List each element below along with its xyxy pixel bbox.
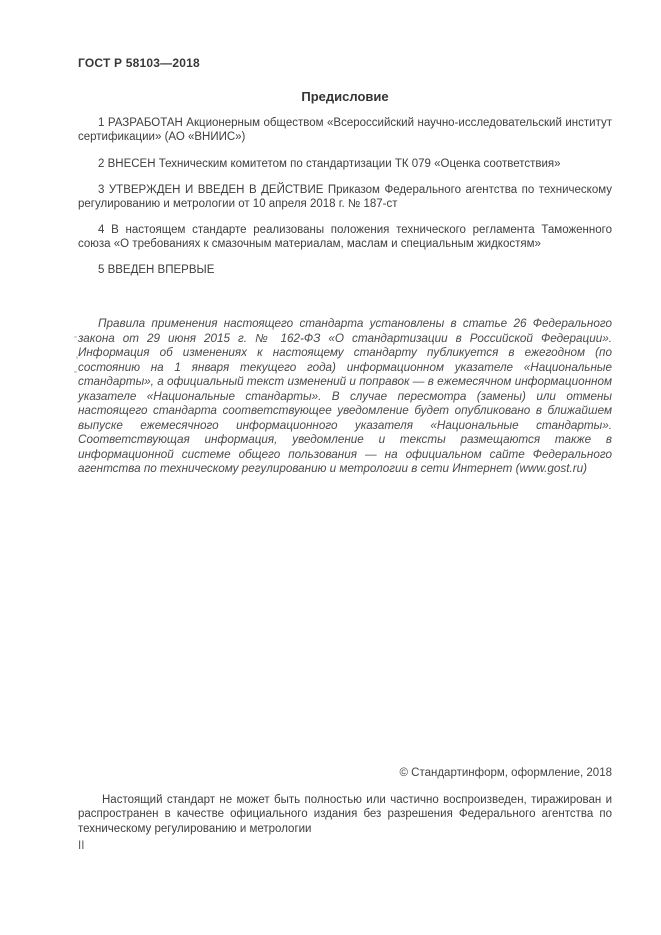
scan-artifact — [74, 371, 77, 373]
reproduction-restriction-notice: Настоящий стандарт не может быть полностью или частично воспроизведен, тиражирован и распространен в качестве официального издания без разрешения Федерального агентства по техническому регулированию и метрологии — [78, 794, 612, 835]
foreword-item-2: 2 ВНЕСЕН Техническим комитетом по стандартизации ТК 079 «Оценка соответствия» — [98, 158, 561, 170]
page-number: II — [78, 840, 85, 852]
copyright-line: © Стандартинформ, оформление, 2018 — [399, 767, 612, 779]
scan-artifact — [74, 336, 77, 338]
legal-application-note: Правила применения настоящего стандарта установлены в статье 26 Федерального закона от 29 июня 2015 г. № 162-ФЗ «О стандартизации в Российской Федерации». Информация об изменениях к настоящему стандарту публикуется в ежегодном (по состоянию на 1 января текущего года) информационном указателе «Национальные стандарты», а официальный текст изменений и поправок — в ежемесячном информационном указателе «Национальные стандарты». В случае пересмотра (замены) или отмены настоящего стандарта соответствующее уведомление будет опубликовано в ближайшем выпуске ежемесячного информационного указателя «Национальные стандарты». Соответствующая информация, уведомление и тексты размещаются также в информационной системе общего пользования — на официальном сайте Федерального агентства по техническому регулированию и метрологии в сети Интернет (www.gost.ru) — [78, 317, 612, 475]
foreword-item-1: 1 РАЗРАБОТАН Акционерным обществом «Всероссийский научно-исследовательский институт сертификации» (АО «ВНИИС») — [78, 117, 612, 143]
document-code: ГОСТ Р 58103—2018 — [78, 56, 200, 70]
foreword-item-3: 3 УТВЕРЖДЕН И ВВЕДЕН В ДЕЙСТВИЕ Приказом Федерального агентства по техническому регулированию и метрологии от 10 апреля 2018 г. № 187-ст — [78, 184, 612, 210]
scan-artifact — [76, 356, 78, 359]
section-title: Предисловие — [301, 89, 389, 104]
foreword-item-4: 4 В настоящем стандарте реализованы положения технического регламента Таможенного союза «О требованиях к смазочным материалам, маслам и специальным жидкостям» — [78, 224, 612, 250]
foreword-item-5: 5 ВВЕДЕН ВПЕРВЫЕ — [98, 264, 215, 276]
